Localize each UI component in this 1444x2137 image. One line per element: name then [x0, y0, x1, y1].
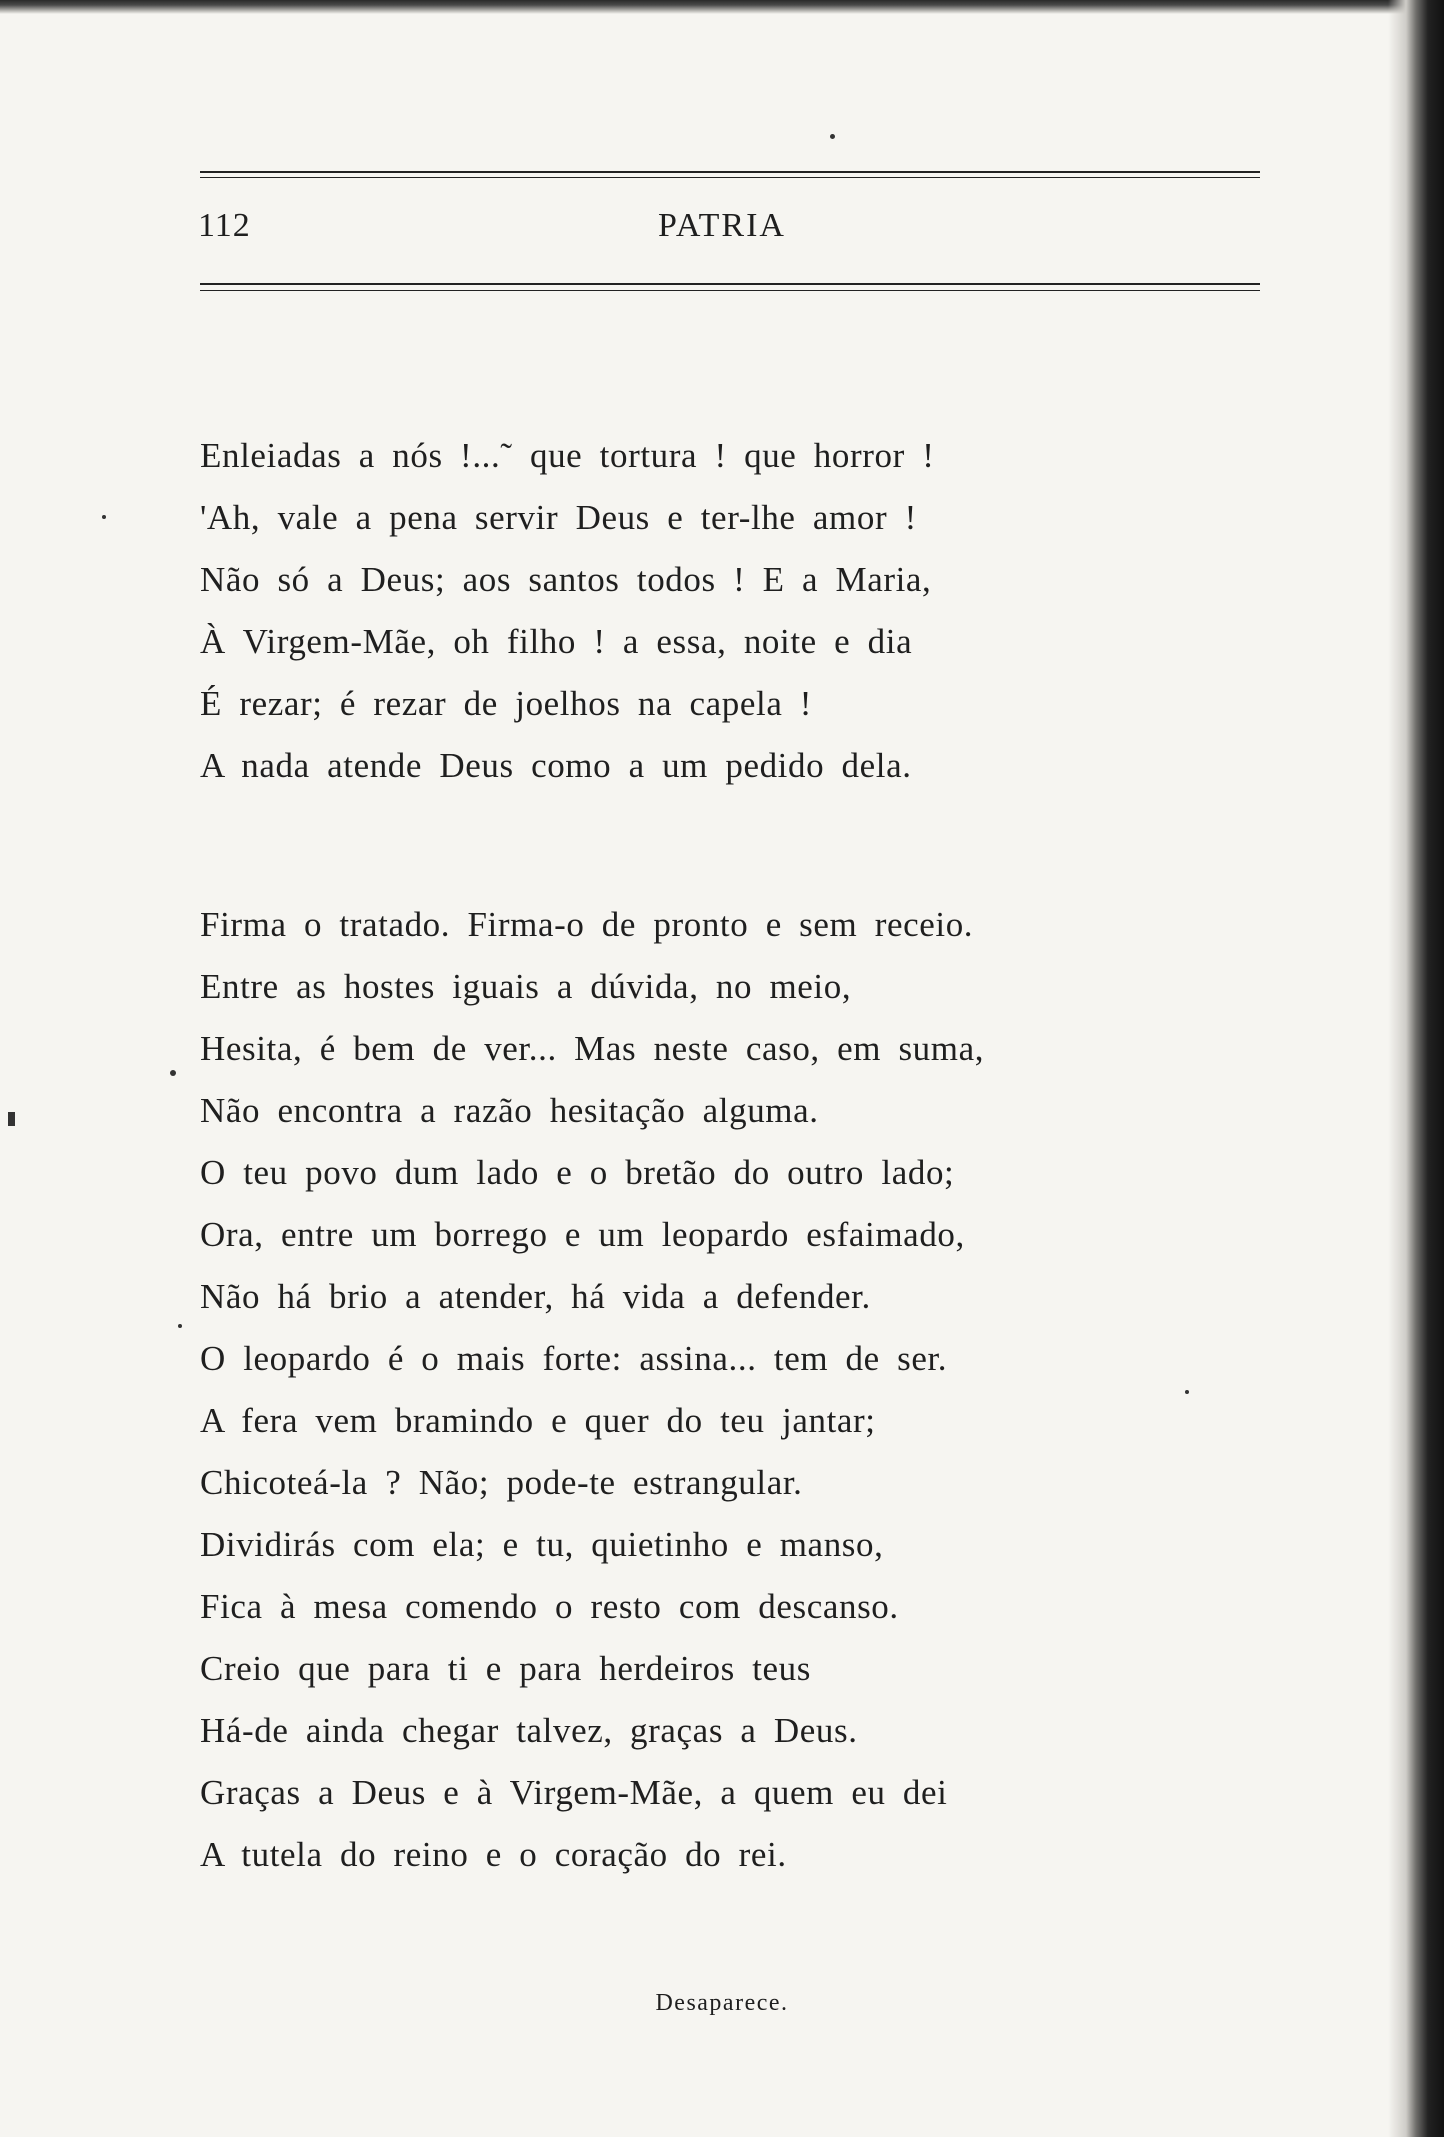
scan-top-edge	[0, 0, 1444, 14]
scan-speck	[102, 515, 106, 519]
header-top-rule-thin	[200, 177, 1260, 178]
stanza-1	[200, 425, 1200, 797]
scan-speck	[8, 1112, 15, 1126]
page-number: 112	[198, 207, 251, 244]
stage-direction: Desaparece.	[655, 1990, 789, 2016]
verse-line: Não só a Deus; aos santos todos ! E a Maria,	[200, 560, 932, 599]
scan-speck	[1185, 1390, 1189, 1394]
verse-line: A nada atende Deus como a um pedido dela.	[200, 746, 912, 785]
header-top-rule	[200, 171, 1260, 173]
verse-line: Entre as hostes iguais a dúvida, no meio,	[200, 967, 852, 1006]
verse-line: Não há brio a atender, há vida a defender.	[200, 1277, 871, 1316]
verse-line: Fica à mesa comendo o resto com descanso.	[200, 1587, 899, 1626]
scan-speck	[830, 134, 835, 139]
header-bottom-rule-thin	[200, 290, 1260, 291]
verse-line: A fera vem bramindo e quer do teu jantar;	[200, 1401, 876, 1440]
verse-line: Creio que para ti e para herdeiros teus	[200, 1649, 811, 1688]
verse-line: Hesita, é bem de ver... Mas neste caso, em suma,	[200, 1029, 985, 1068]
verse-line: Dividirás com ela; e tu, quietinho e manso,	[200, 1525, 884, 1564]
verse-line: Enleiadas a nós !...˜ que tortura ! que horror !	[200, 436, 935, 475]
verse-line: Graças a Deus e à Virgem-Mãe, a quem eu dei	[200, 1773, 948, 1812]
running-title: PATRIA	[658, 207, 786, 244]
verse-line: Chicoteá-la ? Não; pode-te estrangular.	[200, 1463, 803, 1502]
stanza-2	[200, 894, 1200, 1886]
verse-line: Não encontra a razão hesitação alguma.	[200, 1091, 819, 1130]
scan-speck	[170, 1070, 176, 1076]
verse-line: Ora, entre um borrego e um leopardo esfaimado,	[200, 1215, 965, 1254]
verse-line: Firma o tratado. Firma-o de pronto e sem receio.	[200, 905, 974, 944]
header-bottom-rule	[200, 283, 1260, 285]
verse-line: A tutela do reino e o coração do rei.	[200, 1835, 787, 1874]
verse-line: É rezar; é rezar de joelhos na capela !	[200, 684, 813, 723]
verse-line: Há-de ainda chegar talvez, graças a Deus.	[200, 1711, 858, 1750]
verse-line: À Virgem-Mãe, oh filho ! a essa, noite e dia	[200, 622, 913, 661]
verse-line: 'Ah, vale a pena servir Deus e ter-lhe amor !	[200, 498, 917, 537]
scan-right-edge	[1388, 0, 1444, 2137]
scan-speck	[178, 1324, 182, 1328]
verse-line: O leopardo é o mais forte: assina... tem de ser.	[200, 1339, 948, 1378]
verse-line: O teu povo dum lado e o bretão do outro lado;	[200, 1153, 955, 1192]
